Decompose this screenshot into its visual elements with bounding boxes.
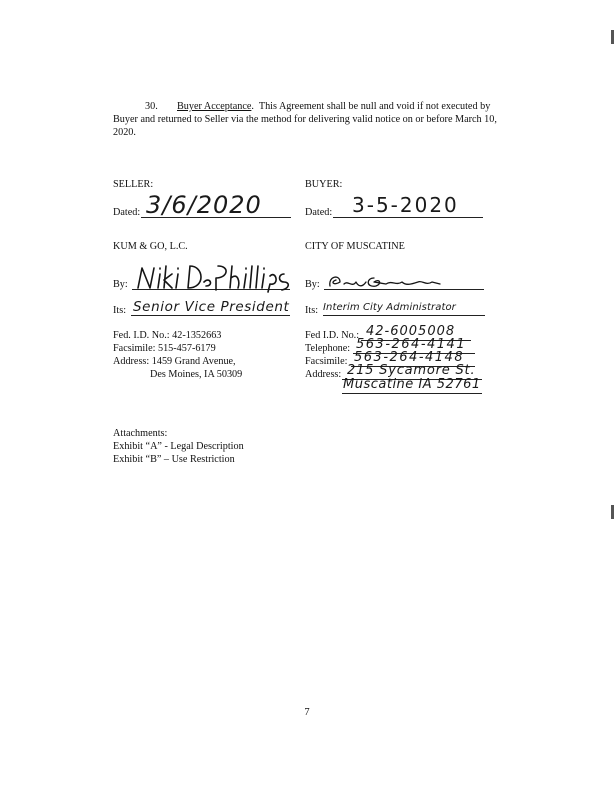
- buyer-telephone-value: 563-264-4141: [356, 337, 467, 352]
- seller-dated-label: Dated:: [113, 207, 141, 218]
- seller-signature: [134, 262, 294, 294]
- buyer-fed-id-label: Fed I.D. No.:: [305, 330, 360, 341]
- seller-its-value: Senior Vice President: [133, 299, 290, 315]
- buyer-dated-label: Dated:: [305, 207, 333, 218]
- buyer-signature: [326, 272, 446, 292]
- seller-by-label: By:: [113, 279, 128, 290]
- buyer-address-line2: Muscatine IA 52761: [343, 377, 481, 392]
- buyer-by-label: By:: [305, 279, 320, 290]
- buyer-facsimile-label: Facsimile:: [305, 356, 348, 367]
- buyer-dated-line: [333, 217, 483, 218]
- buyer-address-line2-rule: [342, 393, 482, 394]
- buyer-its-line: [323, 315, 485, 316]
- section-number: 30.: [145, 101, 158, 112]
- attachment-exhibit-a: Exhibit “A” - Legal Description: [113, 441, 244, 452]
- section-heading: Buyer Acceptance: [177, 101, 252, 112]
- buyer-entity: CITY OF MUSCATINE: [305, 241, 405, 252]
- buyer-fed-id-value: 42-6005008: [366, 324, 456, 339]
- seller-dated-value: 3/6/2020: [146, 191, 262, 219]
- attachments-heading: Attachments:: [113, 428, 168, 439]
- section-30-paragraph: 30. Buyer Acceptance. This Agreement shall be null and void if not executed by Buyer and returned to Seller via the method for delivering valid notice on or before March 10, 2020.: [113, 101, 497, 139]
- attachment-exhibit-b: Exhibit “B” – Use Restriction: [113, 454, 235, 465]
- seller-facsimile: Facsimile: 515-457-6179: [113, 343, 216, 354]
- seller-address-line2: Des Moines, IA 50309: [150, 369, 243, 380]
- seller-its-label: Its:: [113, 305, 127, 316]
- buyer-address-label: Address:: [305, 369, 342, 380]
- seller-entity: KUM & GO, L.C.: [113, 241, 188, 252]
- seller-heading: SELLER:: [113, 179, 154, 190]
- buyer-facsimile-value: 563-264-4148: [354, 350, 465, 365]
- buyer-its-value: Interim City Administrator: [323, 302, 456, 313]
- seller-its-line: [131, 315, 290, 316]
- seller-address-line1: Address: 1459 Grand Avenue,: [113, 356, 236, 367]
- buyer-heading: BUYER:: [305, 179, 343, 190]
- buyer-telephone-label: Telephone:: [305, 343, 351, 354]
- seller-fed-id: Fed. I.D. No.: 42-1352663: [113, 330, 222, 341]
- buyer-address-line1: 215 Sycamore St.: [347, 363, 476, 378]
- buyer-dated-value: 3-5-2020: [352, 193, 459, 217]
- section-body: This Agreement shall be null and void if not executed by Buyer and returned to Seller via the method for delivering valid notice on or before March 10, 2020.: [113, 101, 497, 139]
- buyer-its-label: Its:: [305, 305, 319, 316]
- page-number: 7: [304, 707, 310, 718]
